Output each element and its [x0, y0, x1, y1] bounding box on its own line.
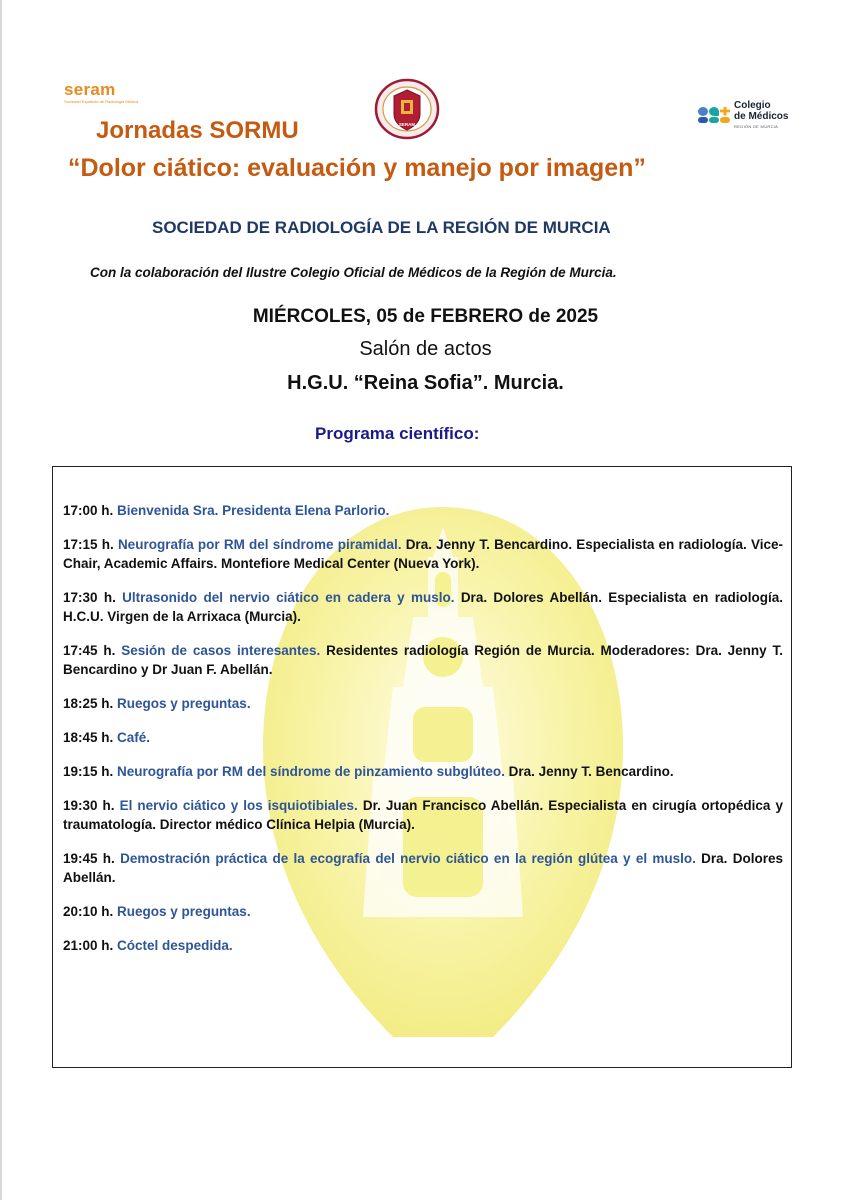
program-time: 17:00 h. [63, 503, 114, 518]
program-topic: Bienvenida Sra. Presidenta Elena Parlorio. [117, 503, 390, 518]
page-edge [0, 0, 2, 1200]
program-topic: Ruegos y preguntas. [117, 696, 251, 711]
program-time: 19:30 h. [63, 798, 115, 813]
program-item [63, 796, 783, 834]
program-time: 20:10 h. [63, 904, 114, 919]
program-topic: Demostración práctica de la ecografía del nervio ciático en la región glútea y el muslo. [120, 851, 696, 866]
program-item [63, 641, 783, 679]
event-venue: H.G.U. “Reina Sofia”. Murcia. [287, 372, 564, 394]
program-desc: Dr. Juan Francisco Abellán. Especialista en cirugía ortopédica y traumatología. Director médico Clínica Helpia (Murcia). [63, 798, 783, 832]
program-topic: Neurografía por RM del síndrome de pinzamiento subglúteo. [117, 764, 505, 779]
seram-tagline: Sociedad Española de Radiología Médica [64, 99, 139, 104]
program-topic: Ruegos y preguntas. [117, 904, 251, 919]
program-time: 18:25 h. [63, 696, 114, 711]
program-item [63, 849, 783, 887]
program-item [63, 762, 783, 781]
program-topic: Cóctel despedida. [117, 938, 233, 953]
seram-logo [64, 80, 138, 104]
program-time: 19:45 h. [63, 851, 115, 866]
program-item [63, 728, 783, 747]
program-topic: Ultrasonido del nervio ciático en cadera y muslo. [122, 590, 455, 605]
colegio-sub: REGIÓN DE MURCIA [734, 124, 779, 129]
program-desc: Residentes radiología Región de Murcia. Moderadores: Dra. Jenny T. Bencardino y Dr Juan F. Abellán. [63, 643, 783, 677]
colegio-medicos-logo [698, 100, 788, 129]
program-time: 17:30 h. [63, 590, 116, 605]
program-item [63, 694, 783, 713]
program-item [63, 902, 783, 921]
program-desc: Dra. Jenny T. Bencardino. Especialista en radiología. Vice-Chair, Academic Affairs. Montefiore Medical Center (Nueva York). [63, 537, 783, 571]
program-time: 17:15 h. [63, 537, 114, 552]
program-list [63, 501, 783, 970]
event-date: MIÉRCOLES, 05 de FEBRERO de 2025 [252, 306, 599, 327]
program-item [63, 501, 783, 520]
organizer: SOCIEDAD DE RADIOLOGÍA DE LA REGIÓN DE MURCIA [152, 218, 611, 237]
program-time: 19:15 h. [63, 764, 114, 779]
program-box [52, 466, 792, 1068]
program-topic: El nervio ciático y los isquiotibiales. [119, 798, 358, 813]
program-topic: Sesión de casos interesantes. [121, 643, 321, 658]
program-time: 21:00 h. [63, 938, 114, 953]
sormu-seal-icon [374, 78, 440, 140]
program-time: 18:45 h. [63, 730, 114, 745]
title-jornadas: Jornadas SORMU [96, 117, 299, 144]
program-heading: Programa científico: [315, 424, 480, 443]
program-desc: Dra. Dolores Abellán. Especialista en radiología. H.C.U. Virgen de la Arrixaca (Murcia). [63, 590, 783, 624]
seram-wordmark: seram [64, 80, 116, 99]
seal-inner-text: SERAM [398, 122, 416, 127]
colegio-line1: Colegio [734, 100, 771, 111]
program-topic: Café. [117, 730, 151, 745]
title-dolor: “Dolor ciático: evaluación y manejo por imagen” [68, 154, 646, 182]
program-item [63, 588, 783, 626]
collaboration-note: Con la colaboración del Ilustre Colegio Oficial de Médicos de la Región de Murcia. [90, 265, 617, 280]
colegio-marks-icon [698, 107, 730, 123]
program-desc: Dra. Jenny T. Bencardino. [508, 764, 674, 779]
program-desc: Dra. Dolores Abellán. [63, 851, 783, 885]
event-room: Salón de actos [359, 338, 492, 360]
program-item [63, 535, 783, 573]
program-topic: Neurografía por RM del síndrome piramidal. [117, 537, 402, 552]
program-time: 17:45 h. [63, 643, 116, 658]
colegio-line2: de Médicos [734, 111, 789, 122]
program-item [63, 936, 783, 955]
